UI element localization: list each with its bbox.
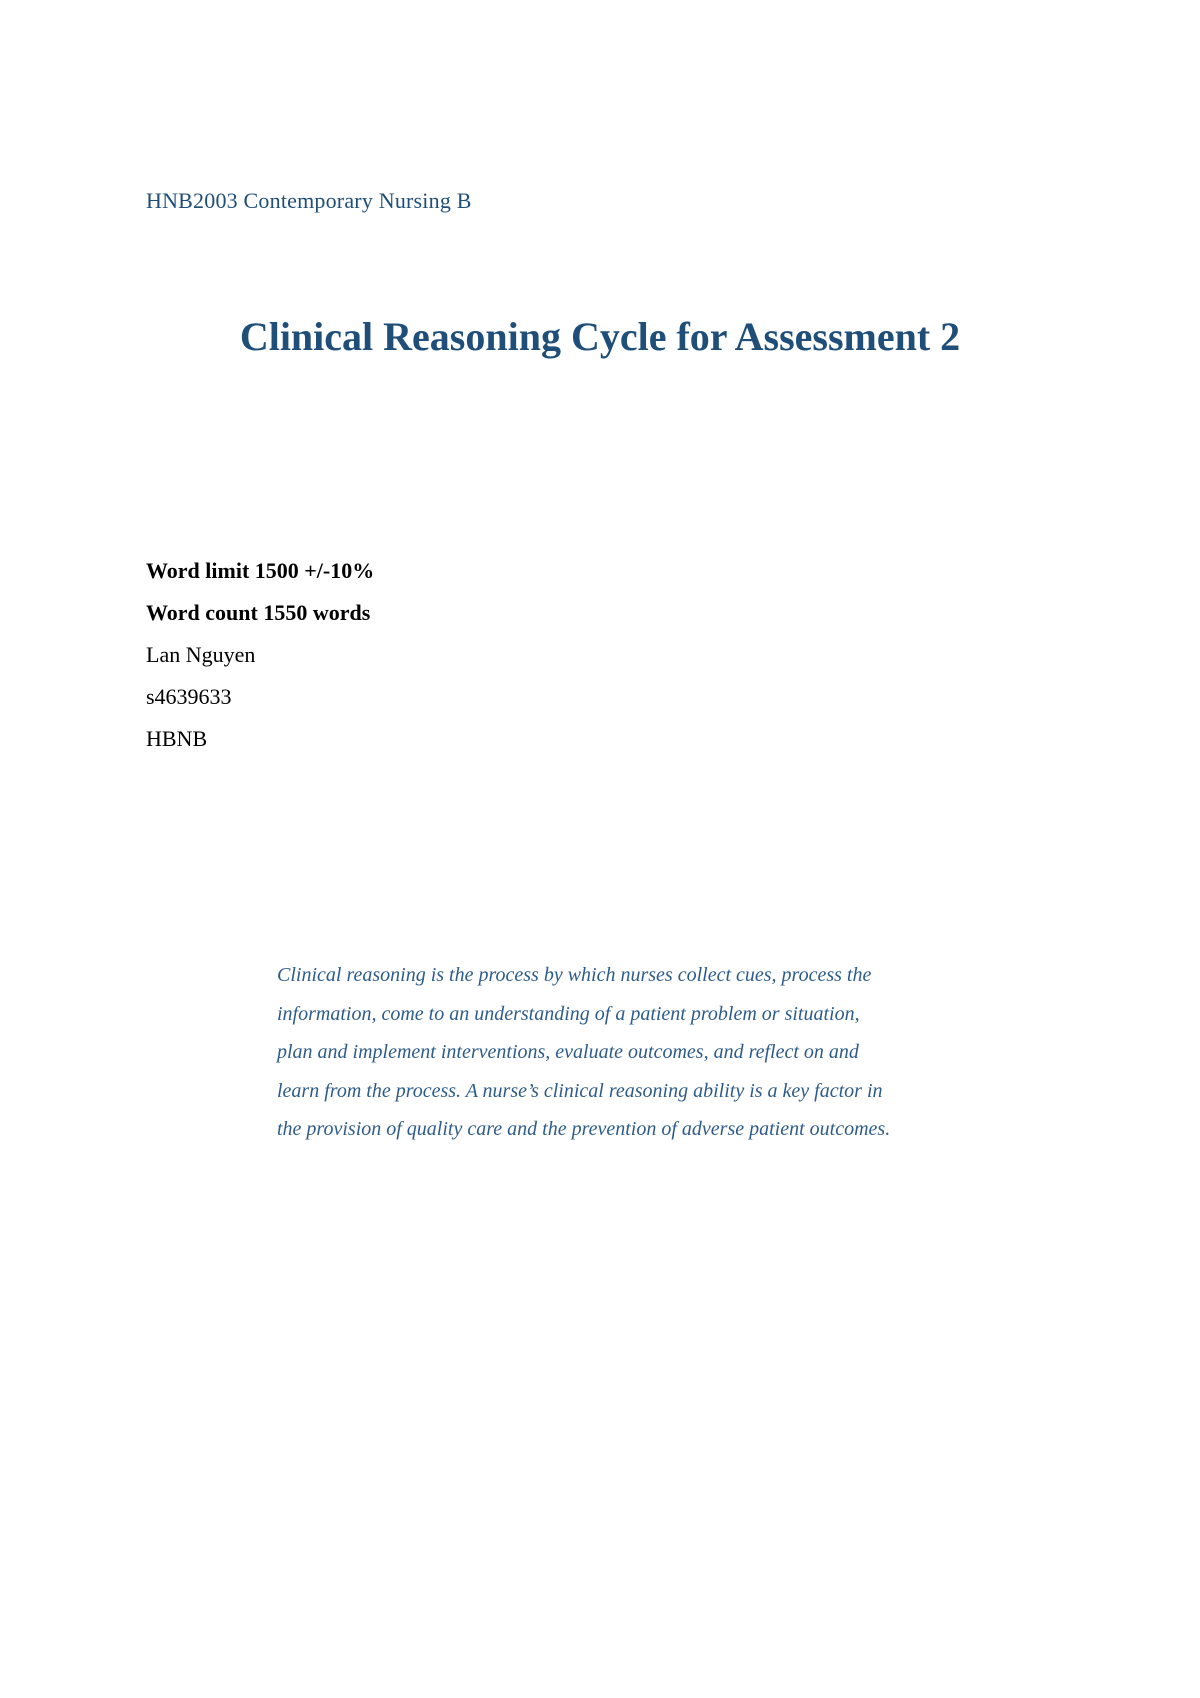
- course-code: HNB2003 Contemporary Nursing B: [146, 188, 472, 213]
- word-count: Word count 1550 words: [146, 600, 371, 625]
- quote-line: information, come to an understanding of a patient problem or situation,: [277, 1002, 860, 1025]
- author-name: Lan Nguyen: [146, 642, 256, 667]
- document-title: Clinical Reasoning Cycle for Assessment 2: [239, 314, 961, 359]
- quote-line: the provision of quality care and the prevention of adverse patient outcomes.: [277, 1118, 891, 1140]
- quote-line: Clinical reasoning is the process by which nurses collect cues, process the: [277, 964, 872, 986]
- student-id: s4639633: [146, 684, 232, 709]
- quote-line: learn from the process. A nurse’s clinical reasoning ability is a key factor in: [277, 1079, 883, 1102]
- assignment-details: [146, 550, 374, 760]
- definition-quote: [277, 956, 977, 1149]
- word-limit: Word limit 1500 +/-10%: [146, 558, 375, 583]
- program-code: HBNB: [146, 726, 208, 751]
- quote-line: plan and implement interventions, evaluate outcomes, and reflect on and: [277, 1041, 859, 1063]
